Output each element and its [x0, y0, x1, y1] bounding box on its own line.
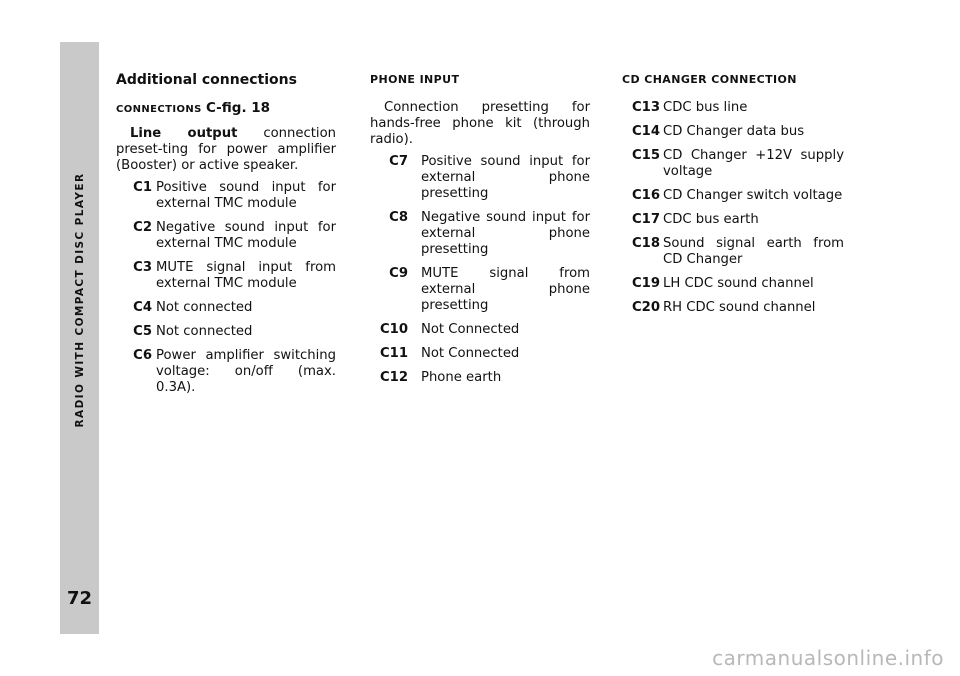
connector-desc: Sound signal earth from CD Changer	[663, 236, 844, 267]
connector-code: C8	[389, 210, 408, 225]
connector-code: C14	[631, 124, 660, 139]
connector-desc: Not Connected	[421, 322, 520, 337]
connector-desc: Phone earth	[421, 370, 502, 385]
list-item	[622, 236, 844, 268]
connector-desc: Positive sound input for external TMC module	[156, 180, 336, 211]
additional-connections-heading: Additional connections	[116, 72, 297, 88]
connector-code: C2	[133, 220, 152, 235]
list-item	[370, 210, 590, 258]
connector-desc: Not connected	[156, 324, 253, 339]
connector-desc: CD Changer +12V supply voltage	[663, 148, 844, 179]
column-cd-changer	[622, 72, 844, 324]
list-item	[116, 180, 336, 212]
connector-code: C16	[631, 188, 660, 203]
list-item	[116, 324, 336, 340]
connector-desc: CD Changer switch voltage	[663, 188, 843, 203]
connector-code: C20	[631, 300, 660, 315]
line-output-paragraph	[116, 126, 336, 174]
watermark-text: carmanualsonline.info	[712, 646, 944, 670]
page-number: 72	[66, 588, 93, 609]
list-item	[370, 322, 590, 338]
column-phone-input	[370, 72, 590, 394]
list-item	[116, 300, 336, 316]
list-item	[622, 212, 844, 228]
connector-desc: Power amplifier switching voltage: on/off (max. 0.3A).	[156, 348, 336, 395]
section-title-vertical: RADIO WITH COMPACT DISC PLAYER	[74, 172, 86, 428]
connector-desc: CD Changer data bus	[663, 124, 805, 139]
connector-desc: Not Connected	[421, 346, 520, 361]
connector-code: C10	[379, 322, 408, 337]
connector-desc: MUTE signal input from external TMC module	[156, 260, 336, 291]
list-item	[116, 220, 336, 252]
connector-code: C19	[631, 276, 660, 291]
line-output-lead: Line output	[130, 126, 238, 141]
connector-code: C18	[631, 236, 660, 251]
list-item	[622, 276, 844, 292]
connector-desc: CDC bus line	[663, 100, 748, 115]
phone-input-paragraph	[370, 100, 590, 148]
connector-code: C15	[631, 148, 660, 163]
list-item	[622, 124, 844, 140]
connector-code: C17	[631, 212, 660, 227]
connector-code: C4	[133, 300, 152, 315]
connections-label: CONNECTIONS	[116, 104, 202, 115]
connector-code: C5	[133, 324, 152, 339]
connector-code: C11	[379, 346, 408, 361]
phone-input-text: Connection presetting for hands-free phone kit (through radio).	[370, 100, 590, 147]
connector-desc: Negative sound input for external TMC module	[156, 220, 336, 251]
list-item	[370, 154, 590, 202]
connector-desc: RH CDC sound channel	[663, 300, 816, 315]
connector-code: C6	[133, 348, 152, 363]
column-additional-connections	[116, 72, 336, 404]
connector-code: C13	[631, 100, 660, 115]
connector-code: C12	[379, 370, 408, 385]
connections-figure-ref	[116, 100, 336, 118]
connector-code: C3	[133, 260, 152, 275]
connector-code: C1	[133, 180, 152, 195]
connector-code: C7	[389, 154, 408, 169]
list-item	[622, 300, 844, 316]
connector-desc: MUTE signal from external phone presetting	[421, 266, 590, 313]
connector-desc: Not connected	[156, 300, 253, 315]
line-output-text: connection preset-ting for power amplifier (Booster) or active speaker.	[116, 126, 336, 173]
connector-code: C9	[389, 266, 408, 281]
list-item	[116, 260, 336, 292]
figure-ref: C-fig. 18	[205, 100, 271, 116]
phone-input-heading: PHONE INPUT	[370, 73, 460, 86]
connector-desc: CDC bus earth	[663, 212, 759, 227]
list-item	[116, 348, 336, 396]
list-item	[370, 370, 590, 386]
list-item	[622, 148, 844, 180]
list-item	[370, 266, 590, 314]
list-item	[622, 188, 844, 204]
list-item	[622, 100, 844, 116]
connector-desc: Positive sound input for external phone presetting	[421, 154, 590, 201]
connector-desc: LH CDC sound channel	[663, 276, 814, 291]
list-item	[370, 346, 590, 362]
connector-desc: Negative sound input for external phone presetting	[421, 210, 590, 257]
cd-changer-heading: CD CHANGER CONNECTION	[622, 73, 797, 86]
